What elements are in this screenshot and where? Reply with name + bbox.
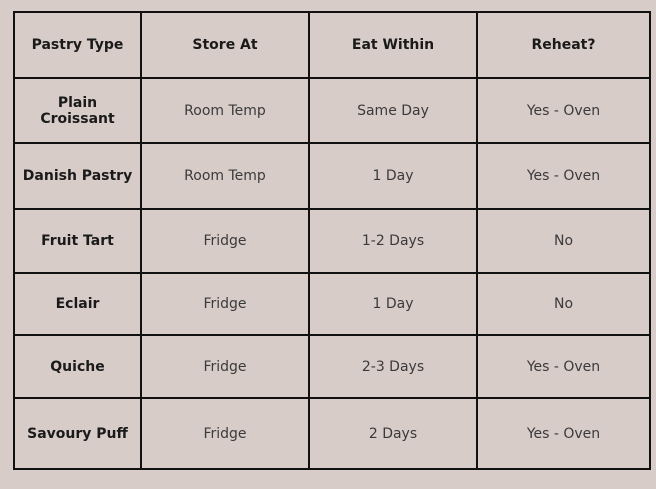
pastry-type-cell: Quiche bbox=[14, 335, 141, 398]
eat-within-cell: Same Day bbox=[309, 78, 477, 143]
eat-within-cell: 1-2 Days bbox=[309, 209, 477, 273]
pastry-storage-table bbox=[13, 11, 651, 470]
pastry-type-cell: Danish Pastry bbox=[14, 143, 141, 209]
reheat-cell: Yes - Oven bbox=[477, 335, 650, 398]
reheat-cell: No bbox=[477, 273, 650, 335]
store-at-cell: Room Temp bbox=[141, 143, 309, 209]
reheat-cell: Yes - Oven bbox=[477, 143, 650, 209]
table-header bbox=[14, 12, 650, 78]
store-at-cell: Fridge bbox=[141, 209, 309, 273]
table-body bbox=[14, 78, 650, 469]
pastry-type-cell: Eclair bbox=[14, 273, 141, 335]
table-row bbox=[14, 273, 650, 335]
pastry-type-cell: Plain Croissant bbox=[14, 78, 141, 143]
eat-within-cell: 1 Day bbox=[309, 273, 477, 335]
header-eat-within: Eat Within bbox=[309, 12, 477, 78]
header-store-at: Store At bbox=[141, 12, 309, 78]
reheat-cell: Yes - Oven bbox=[477, 398, 650, 469]
eat-within-cell: 2-3 Days bbox=[309, 335, 477, 398]
header-reheat: Reheat? bbox=[477, 12, 650, 78]
header-pastry-type: Pastry Type bbox=[14, 12, 141, 78]
header-row bbox=[14, 12, 650, 78]
pastry-type-cell: Savoury Puff bbox=[14, 398, 141, 469]
table-row bbox=[14, 209, 650, 273]
table-row bbox=[14, 335, 650, 398]
table-row bbox=[14, 398, 650, 469]
store-at-cell: Fridge bbox=[141, 335, 309, 398]
store-at-cell: Fridge bbox=[141, 398, 309, 469]
store-at-cell: Room Temp bbox=[141, 78, 309, 143]
store-at-cell: Fridge bbox=[141, 273, 309, 335]
reheat-cell: No bbox=[477, 209, 650, 273]
pastry-type-cell: Fruit Tart bbox=[14, 209, 141, 273]
eat-within-cell: 2 Days bbox=[309, 398, 477, 469]
table-row bbox=[14, 143, 650, 209]
reheat-cell: Yes - Oven bbox=[477, 78, 650, 143]
table-row bbox=[14, 78, 650, 143]
eat-within-cell: 1 Day bbox=[309, 143, 477, 209]
